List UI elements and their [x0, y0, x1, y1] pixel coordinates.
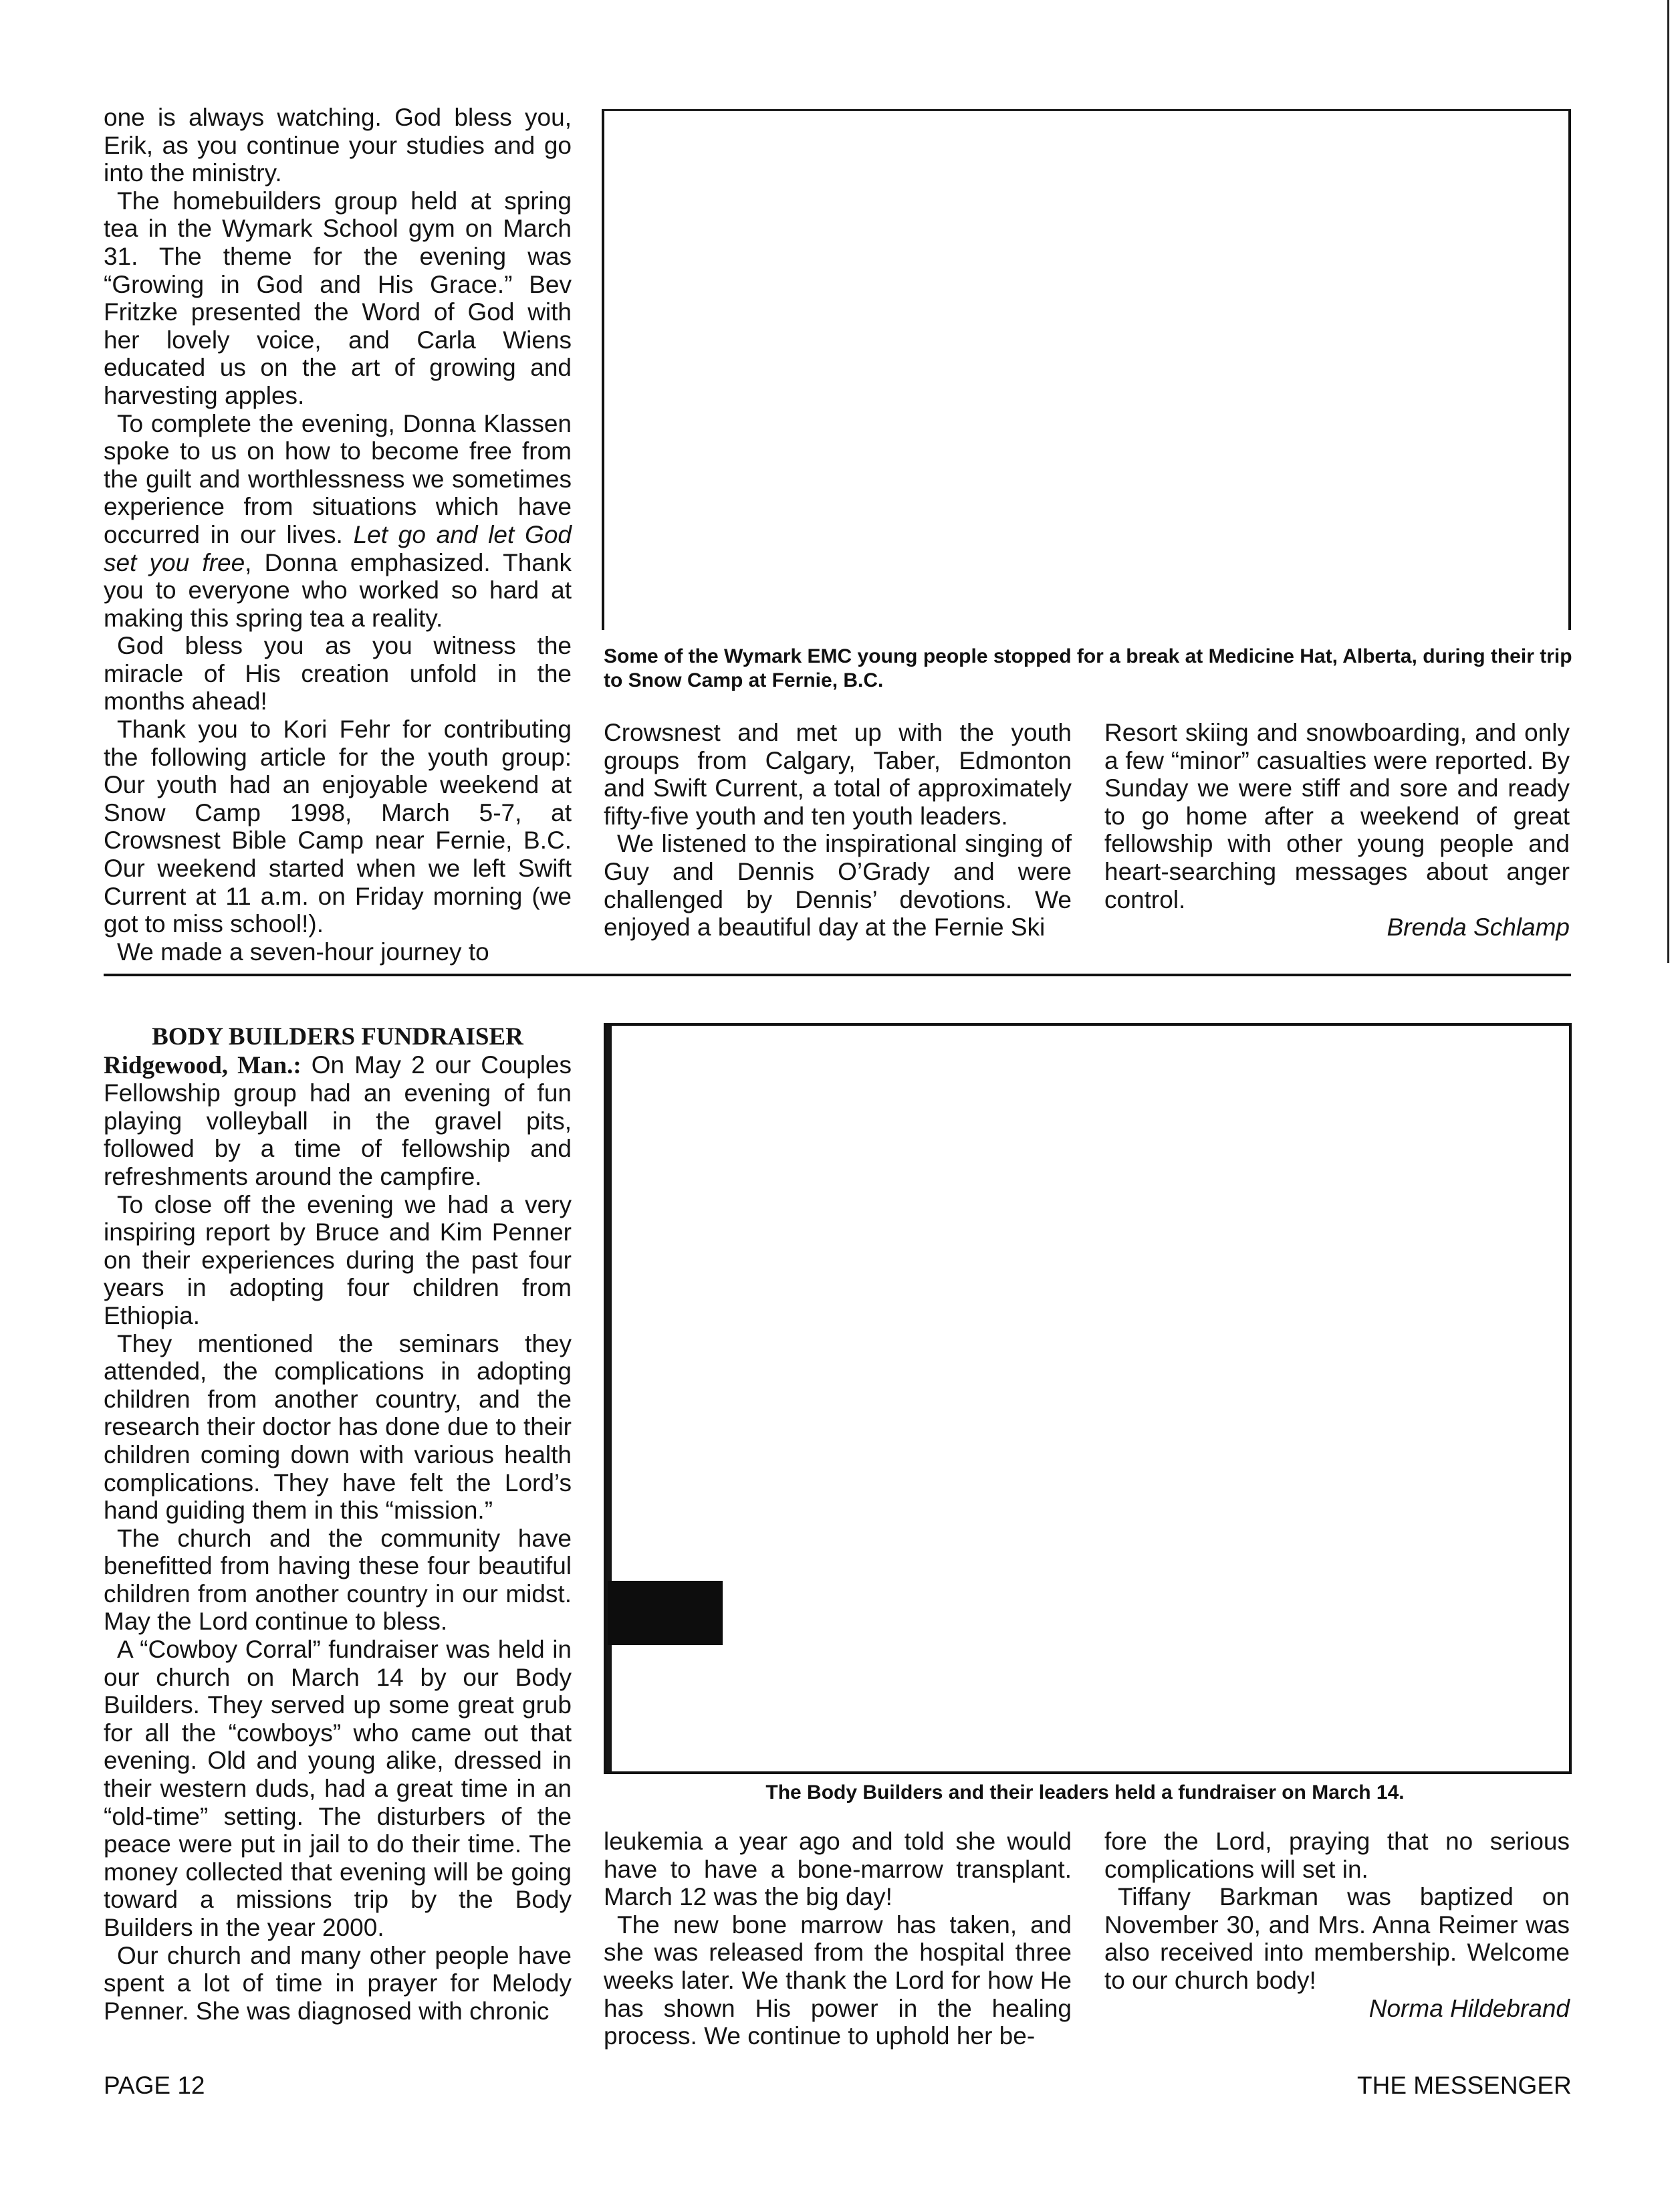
photo-dark-patch — [608, 1581, 723, 1645]
top-col1-p3-part-b: , Donna emphasized. Thank you to everyone who worked so hard at making this spring tea a reality. — [104, 548, 572, 632]
top-column-3 — [1104, 719, 1570, 942]
bottom-col1-paragraph-4: The church and the community have benefitted from having these four beautiful children from another country in our midst. May the Lord continue to bless. — [104, 1524, 572, 1636]
bottom-column-2 — [604, 1828, 1072, 2050]
top-col1-p3-emphasis: Let go and let God set you free — [104, 520, 572, 576]
bottom-col1-paragraph-2: To close off the evening we had a very inspiring report by Bruce and Kim Penner on their experiences during the past four years in adopting four children from Ethiopia. — [104, 1190, 572, 1329]
scan-edge-right — [1667, 0, 1669, 963]
top-col1-paragraph-6: We made a seven-hour journey to — [117, 938, 489, 966]
youth-photo-caption: Some of the Wymark EMC young people stopped for a break at Medicine Hat, Alberta, during their trip to Snow Camp at Fernie, B.C. — [604, 645, 1572, 691]
page-number: PAGE 12 — [104, 2072, 205, 2099]
bottom-column-1 — [104, 1023, 572, 2025]
youth-group-photo — [602, 109, 1571, 630]
bottom-column-3 — [1104, 1828, 1570, 2022]
bottom-col2-paragraph-2: The new bone marrow has taken, and she was released from the hospital three weeks later. We thank the Lord for how He has shown His power in the healing process. We continue to uphold her be- — [604, 1910, 1072, 2050]
article-headline: BODY BUILDERS FUNDRAISER — [152, 1023, 523, 1051]
section-divider — [104, 974, 1571, 976]
top-col2-paragraph-1: Crowsnest and met up with the youth groups from Calgary, Taber, Edmonton and Swift Current, a total of approximately fifty-five youth and ten youth leaders. — [604, 719, 1072, 830]
body-builders-photo — [604, 1023, 1572, 1774]
photo-edge-shadow — [606, 1026, 612, 1771]
top-col3-paragraph-1: Resort skiing and snowboarding, and only a few “minor” casualties were reported. By Sunday we were stiff and sore and ready to go home after a weekend of great fellowship with other young people and heart-searching messages about anger control. — [1104, 719, 1570, 913]
bottom-col1-paragraph-1 — [104, 1051, 572, 1191]
top-col1-paragraph-2: The homebuilders group held at spring tea in the Wymark School gym on March 31. The theme for the evening was “Growing in God and His Grace.” Bev Fritzke presented the Word of God with her lovely voice, and Carla Wiens educated us on the art of growing and harvesting apples. — [104, 187, 572, 409]
scan-edge-top — [1538, 0, 1680, 9]
body-builders-photo-caption: The Body Builders and their leaders held a fundraiser on March 14. — [765, 1781, 1405, 1803]
bottom-col2-paragraph-1: leukemia a year ago and told she would have to have a bone-marrow transplant. March 12 was the big day! — [604, 1828, 1072, 1911]
publication-name: THE MESSENGER — [1357, 2072, 1572, 2099]
top-col1-paragraph-4: God bless you as you witness the miracle of His creation unfold in the months ahead! — [104, 632, 572, 716]
top-column-2 — [604, 719, 1072, 942]
bottom-col1-paragraph-6: Our church and many other people have spent a lot of time in prayer for Melody Penner. She was diagnosed with chronic — [104, 1941, 572, 2025]
bottom-col3-paragraph-1: fore the Lord, praying that no serious complications will set in. — [1104, 1828, 1570, 1883]
top-col1-paragraph-1: one is always watching. God bless you, Erik, as you continue your studies and go into the ministry. — [104, 104, 572, 187]
top-col2-paragraph-2: We listened to the inspirational singing of Guy and Dennis O’Grady and were challenged by Dennis’ devotions. We enjoyed a beautiful day at the Fernie Ski — [604, 830, 1072, 942]
bottom-col3-paragraph-2: Tiffany Barkman was baptized on November 30, and Mrs. Anna Reimer was also received into membership. Welcome to our church body! — [1104, 1883, 1570, 1994]
top-col1-paragraph-5: Thank you to Kori Fehr for contributing the following article for the youth group: Our youth had an enjoyable weekend at Snow Camp 1998, March 5-7, at Crowsnest Bible Camp near Fernie, B.C. Our weekend started when we left Swift Current at 11 a.m. on Friday morning (we got to miss school!). — [104, 716, 572, 938]
top-col1-p3-part-a: To complete the evening, Donna Klassen spoke to us on how to become free from the guilt and worthlessness we sometimes experience from situations which have occurred in our lives. — [104, 409, 572, 548]
bottom-col1-p1-text: On May 2 our Couples Fellowship group had an evening of fun playing volleyball in the gravel pits, followed by a time of fellowship and refreshments around the campfire. — [104, 1051, 572, 1190]
bottom-col1-paragraph-3: They mentioned the seminars they attended, the complications in adopting children from another country, and the research their doctor has done due to their children coming down with various health complications. They have felt the Lord’s hand guiding them in this “mission.” — [104, 1329, 572, 1525]
dateline: Ridgewood, Man.: — [104, 1051, 302, 1079]
bottom-col1-paragraph-5: A “Cowboy Corral” fundraiser was held in our church on March 14 by our Body Builders. They served up some great grub for all the “cowboys” who came out that evening. Old and young alike, dressed in their western duds, had a great time in an “old-time” setting. The disturbers of the peace were put in jail to do their time. The money collected that evening will be going toward a missions trip by the Body Builders in the year 2000. — [104, 1636, 572, 1941]
top-signature: Brenda Schlamp — [1387, 913, 1570, 942]
top-col1-paragraph-3 — [104, 410, 572, 633]
bottom-signature: Norma Hildebrand — [1368, 1994, 1570, 2022]
top-column-1 — [104, 104, 572, 966]
